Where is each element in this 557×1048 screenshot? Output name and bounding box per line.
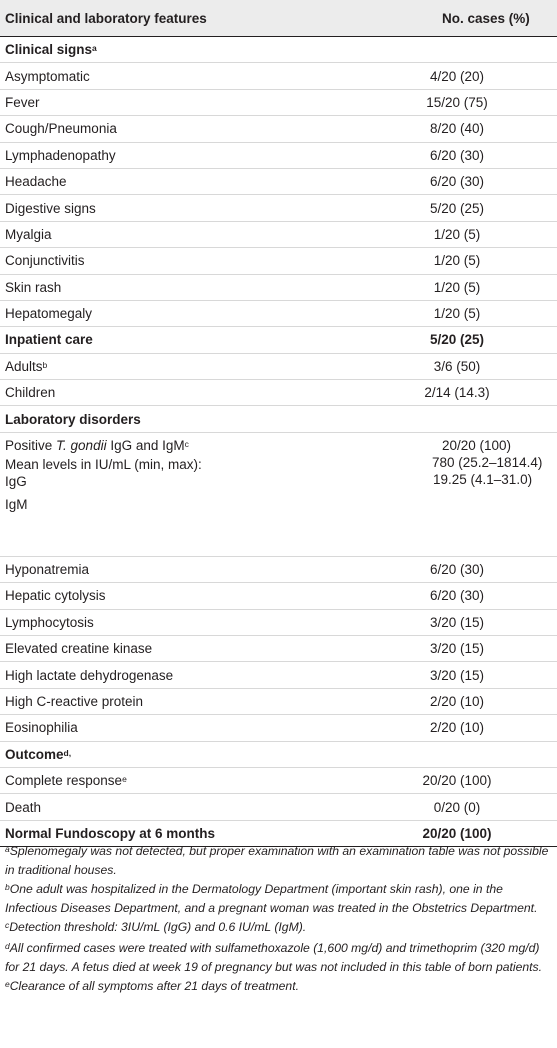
table-row bbox=[0, 557, 557, 583]
row-value: 6/20 (30) bbox=[429, 174, 485, 190]
footnote-marker: a bbox=[5, 844, 10, 854]
row-label: Conjunctivitis bbox=[5, 253, 85, 269]
row-value: 2/14 (14.3) bbox=[424, 385, 490, 401]
igm-mean-value: 19.25 (4.1–31.0) bbox=[433, 471, 533, 487]
table-row bbox=[0, 63, 557, 89]
row-label: Outcome bbox=[5, 746, 64, 762]
igg-label: IgG bbox=[5, 473, 27, 489]
footnote-marker: d bbox=[5, 940, 10, 951]
row-value: 6/20 (30) bbox=[429, 588, 485, 604]
row-value: 5/20 (25) bbox=[429, 200, 485, 216]
footnote-marker: c bbox=[5, 920, 10, 931]
row-value: 20/20 (100) bbox=[422, 773, 492, 789]
footnote-mark: d, bbox=[63, 747, 72, 758]
table-row bbox=[0, 90, 557, 116]
table-row bbox=[0, 610, 557, 636]
igm-label: IgM bbox=[5, 496, 28, 512]
row-label: Hepatomegaly bbox=[5, 306, 93, 322]
row-label: Asymptomatic bbox=[5, 68, 90, 84]
serology-label-post: IgG and IgM bbox=[106, 437, 185, 453]
footnote-b bbox=[5, 881, 552, 917]
header-features: Clinical and laboratory features bbox=[5, 10, 207, 26]
footnote-text: Detection threshold: 3IU/mL (IgG) and 0.6 IU/mL (IgM). bbox=[9, 920, 307, 935]
footnote-mark: e bbox=[122, 774, 127, 785]
table-row bbox=[0, 248, 557, 274]
row-value: 20/20 (100) bbox=[422, 825, 492, 841]
table-row bbox=[0, 715, 557, 741]
row-value: 1/20 (5) bbox=[433, 253, 481, 269]
table-row bbox=[0, 143, 557, 169]
row-value: 2/20 (10) bbox=[429, 694, 485, 709]
footnote-text: One adult was hospitalized in the Dermatology Department (important skin rash), one in the Infectious Diseases Department, and a pregnant woman was treated in the Obstetrics Department. bbox=[5, 882, 538, 915]
table-row bbox=[0, 380, 557, 406]
footnote-e bbox=[5, 978, 552, 997]
row-value: 3/20 (15) bbox=[429, 641, 485, 657]
header-cases: No. cases (%) bbox=[442, 10, 530, 26]
table-row bbox=[0, 195, 557, 221]
row-label: Complete response bbox=[5, 773, 123, 789]
table-row bbox=[0, 116, 557, 142]
serology-value: 20/20 (100) bbox=[442, 437, 512, 453]
table-row bbox=[0, 301, 557, 327]
footnote-text: Clearance of all symptoms after 21 days of treatment. bbox=[9, 979, 299, 994]
serology-label-pre: Positive bbox=[5, 437, 57, 453]
row-value: 3/20 (15) bbox=[429, 614, 485, 630]
row-label: High C-reactive protein bbox=[5, 694, 144, 709]
row-value: 3/6 (50) bbox=[433, 358, 481, 374]
section-row bbox=[0, 742, 557, 768]
row-label: Cough/Pneumonia bbox=[5, 121, 117, 137]
row-label: High lactate dehydrogenase bbox=[5, 667, 174, 683]
row-label: Adults bbox=[5, 358, 43, 374]
row-value: 1/20 (5) bbox=[433, 306, 481, 322]
footnote-marker: e bbox=[5, 979, 10, 990]
table-body-bottom bbox=[0, 557, 557, 847]
footnotes bbox=[0, 843, 552, 999]
serology-organism: T. gondii bbox=[56, 437, 107, 453]
row-label: Children bbox=[5, 385, 56, 401]
row-value: 6/20 (30) bbox=[429, 562, 485, 578]
row-value: 1/20 (5) bbox=[433, 279, 481, 295]
table-row bbox=[0, 689, 557, 715]
row-label: Fever bbox=[5, 94, 40, 110]
row-value: 2/20 (10) bbox=[429, 720, 485, 736]
row-label: Laboratory disorders bbox=[5, 411, 141, 427]
row-value: 5/20 (25) bbox=[429, 332, 485, 348]
table-row bbox=[0, 794, 557, 820]
row-label: Eosinophilia bbox=[5, 720, 78, 736]
row-value: 4/20 (20) bbox=[429, 68, 485, 84]
footnote-marker: b bbox=[5, 882, 10, 893]
row-label: Clinical signs bbox=[5, 42, 93, 58]
mean-levels-label: Mean levels in IU/mL (min, max): bbox=[5, 456, 202, 472]
footnote-mark: b bbox=[42, 359, 48, 370]
row-label: Myalgia bbox=[5, 226, 52, 242]
row-value: 15/20 (75) bbox=[426, 94, 488, 110]
section-row bbox=[0, 406, 557, 432]
table-row bbox=[0, 222, 557, 248]
igg-mean-value: 780 (25.2–1814.4) bbox=[432, 454, 543, 470]
table-row bbox=[0, 662, 557, 688]
section-row bbox=[0, 327, 557, 353]
footnote-mark: a bbox=[92, 43, 97, 54]
footnote-text: All confirmed cases were treated with sulfamethoxazole (1,600 mg/d) and trimethoprim (320 mg/d) for 21 days. A fetus died at week 19 of pregnancy but was not included in this table of born patients. bbox=[5, 940, 543, 974]
row-label: Inpatient care bbox=[5, 332, 93, 348]
footnote-mark-c: c bbox=[184, 438, 189, 449]
table-row bbox=[0, 768, 557, 794]
row-label: Hepatic cytolysis bbox=[5, 588, 106, 604]
row-value: 0/20 (0) bbox=[433, 799, 481, 815]
footnote-d bbox=[5, 940, 552, 976]
row-value: 8/20 (40) bbox=[429, 121, 485, 137]
row-label: Death bbox=[5, 799, 42, 815]
section-row bbox=[0, 37, 557, 63]
row-label: Lymphocytosis bbox=[5, 614, 94, 630]
row-value: 3/20 (15) bbox=[429, 667, 485, 683]
row-label: Elevated creatine kinase bbox=[5, 641, 153, 657]
row-value: 6/20 (30) bbox=[429, 147, 485, 163]
footnote-c bbox=[5, 919, 552, 938]
table-row bbox=[0, 636, 557, 662]
table-row-serology bbox=[0, 433, 557, 557]
row-label: Lymphadenopathy bbox=[5, 147, 116, 163]
row-label: Headache bbox=[5, 174, 67, 190]
row-label: Hyponatremia bbox=[5, 562, 90, 578]
row-label: Normal Fundoscopy at 6 months bbox=[5, 825, 216, 841]
table-row bbox=[0, 275, 557, 301]
footnote-a bbox=[5, 843, 552, 879]
row-label: Digestive signs bbox=[5, 200, 96, 216]
row-value: 1/20 (5) bbox=[433, 226, 481, 242]
table-row bbox=[0, 169, 557, 195]
row-label: Skin rash bbox=[5, 279, 62, 295]
table-row bbox=[0, 354, 557, 380]
table-body-top bbox=[0, 37, 557, 433]
table-row bbox=[0, 583, 557, 609]
footnote-text: Splenomegaly was not detected, but proper examination with an examination table was not possible in traditional houses. bbox=[5, 844, 549, 877]
table-header bbox=[0, 0, 557, 37]
